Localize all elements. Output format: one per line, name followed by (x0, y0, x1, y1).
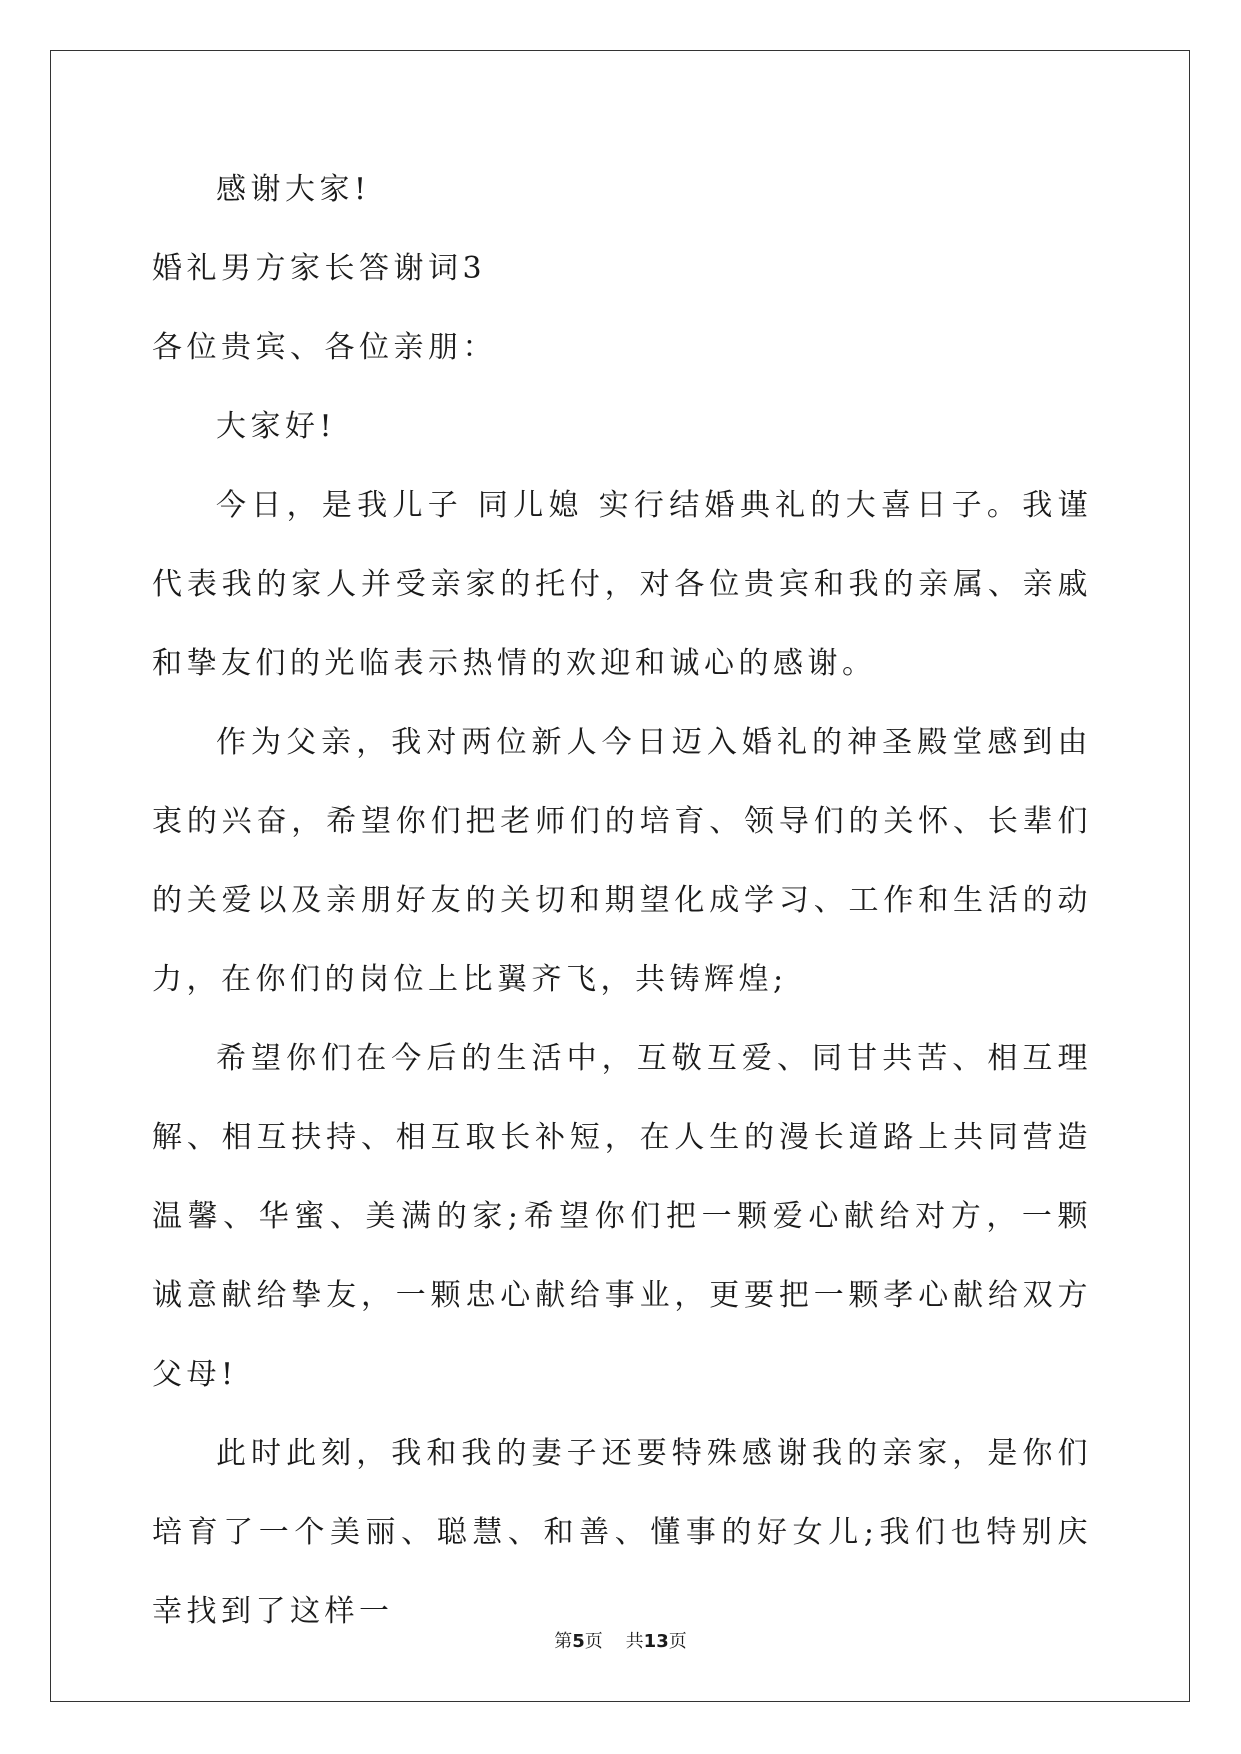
paragraph-life-wishes: 希望你们在今后的生活中，互敬互爱、同甘共苦、相互理解、相互扶持、相互取长补短，在人生的漫长道路上共同营造温馨、华蜜、美满的家;希望你们把一颗爱心献给对方，一颗诚意献给挚友，一颗忠心献给事业，更要把一颗孝心献给双方父母! (152, 1041, 1092, 1392)
footer-total-prefix: 共 (625, 1631, 644, 1652)
paragraph-thanks-inlaws: 此时此刻，我和我的妻子还要特殊感谢我的亲家，是你们培育了一个美丽、聪慧、和善、懂事的好女儿;我们也特别庆幸找到了这样一 (152, 1436, 1092, 1629)
salutation: 各位贵宾、各位亲朋： (152, 330, 497, 365)
total-page-count: 13 (643, 1631, 669, 1652)
current-page-number: 5 (572, 1631, 585, 1652)
footer-prefix: 第 (554, 1631, 573, 1652)
greeting: 大家好! (216, 409, 337, 444)
paragraph-closing-thanks: 感谢大家! (216, 172, 371, 207)
page-footer (0, 1627, 1241, 1653)
footer-suffix: 页 (668, 1631, 687, 1652)
section-title: 婚礼男方家长答谢词3 (152, 251, 487, 286)
footer-page-word: 页 (584, 1631, 603, 1652)
paragraph-father-wishes: 作为父亲，我对两位新人今日迈入婚礼的神圣殿堂感到由衷的兴奋，希望你们把老师们的培育、领导们的关怀、长辈们的关爱以及亲朋好友的关切和期望化成学习、工作和生活的动力，在你们的岗位上比翼齐飞，共铸辉煌; (152, 725, 1092, 997)
document-body (152, 150, 1092, 1651)
paragraph-welcome: 今日，是我儿子 同儿媳 实行结婚典礼的大喜日子。我谨代表我的家人并受亲家的托付，对各位贵宾和我的亲属、亲戚和挚友们的光临表示热情的欢迎和诚心的感谢。 (152, 488, 1092, 681)
